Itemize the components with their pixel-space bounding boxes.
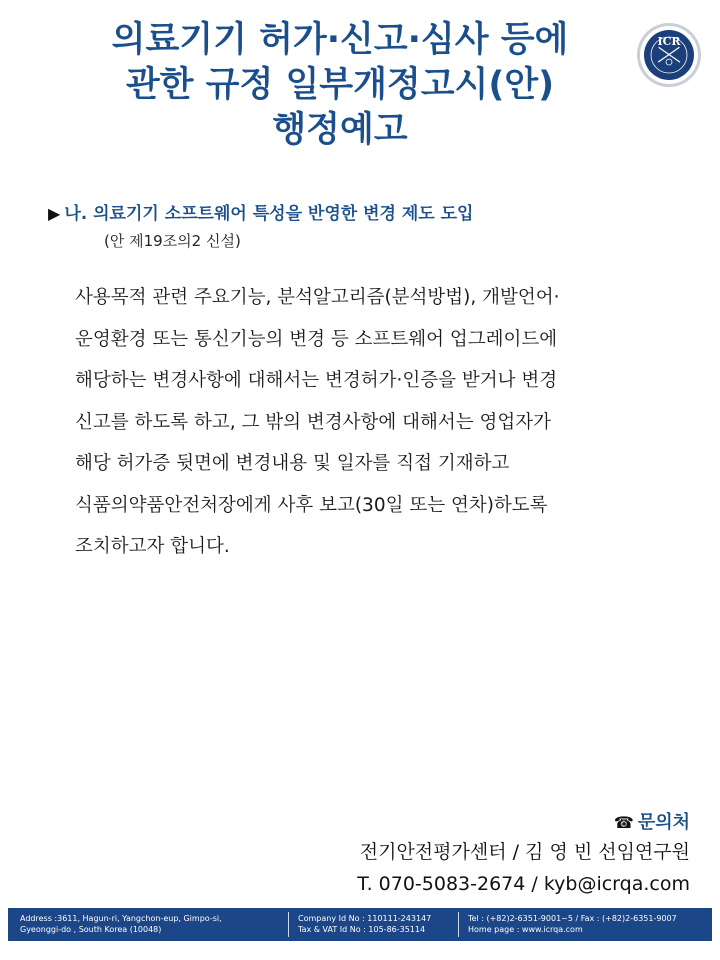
triangle-right-icon: ▶ xyxy=(48,204,61,223)
body-line: 사용목적 관련 주요기능, 분석알고리즘(분석방법), 개발언어· xyxy=(75,287,560,308)
logo-text: ICR xyxy=(657,35,681,48)
title-line-3: 행정예고 xyxy=(272,110,408,150)
section-heading-text: 나. 의료기기 소프트웨어 특성을 반영한 변경 제도 도입 xyxy=(64,204,474,224)
footer-company-line: Tax & VAT Id No : 105-86-35114 xyxy=(298,925,426,934)
footer-address-line: Gyeonggi-do , South Korea (10048) xyxy=(20,925,162,934)
body-line: 조치하고자 합니다. xyxy=(75,536,230,557)
footer-divider xyxy=(458,912,459,937)
footer-bar xyxy=(8,908,712,941)
footer-contact xyxy=(468,913,677,935)
body-line: 운영환경 또는 통신기능의 변경 등 소프트웨어 업그레이드에 xyxy=(75,328,558,350)
body-paragraph xyxy=(75,277,675,568)
body-line: 신고를 하도록 하고, 그 밖의 변경사항에 대해서는 영업자가 xyxy=(75,411,551,433)
footer-address-line: Address :3611, Hagun-ri, Yangchon-eup, Gimpo-si, xyxy=(20,914,222,923)
icr-seal-icon xyxy=(636,22,702,88)
body-line: 해당하는 변경사항에 대해서는 변경허가·인증을 받거나 변경 xyxy=(75,370,558,391)
body-line: 해당 허가증 뒷면에 변경내용 및 일자를 직접 기재하고 xyxy=(75,453,510,474)
contact-person: 전기안전평가센터 / 김 영 빈 선임연구원 xyxy=(359,841,690,863)
footer-tel-fax: Tel : (+82)2-6351-9001~5 / Fax : (+82)2-6351-9007 xyxy=(468,914,677,923)
document-title xyxy=(40,18,640,153)
footer-divider xyxy=(288,912,289,937)
contact-heading xyxy=(357,810,690,836)
phone-icon: ☎ xyxy=(613,813,634,832)
body-line: 식품의약품안전처장에게 사후 보고(30일 또는 연차)하도록 xyxy=(75,494,548,516)
contact-heading-text: 문의처 xyxy=(637,812,690,833)
footer-company xyxy=(298,913,431,935)
title-line-2: 관한 규정 일부개정고시(안) xyxy=(125,65,555,105)
contact-phone-email: T. 070-5083-2674 / kyb@icrqa.com xyxy=(357,873,690,895)
footer-homepage: Home page : www.icrqa.com xyxy=(468,925,583,934)
title-line-1: 의료기기 허가·신고·심사 등에 xyxy=(111,20,569,60)
section-heading xyxy=(48,199,473,224)
footer-company-line: Company Id No : 110111-243147 xyxy=(298,914,432,923)
contact-block xyxy=(357,810,690,900)
footer-address xyxy=(20,913,222,935)
section-subheading: (안 제19조의2 신설) xyxy=(104,232,241,250)
